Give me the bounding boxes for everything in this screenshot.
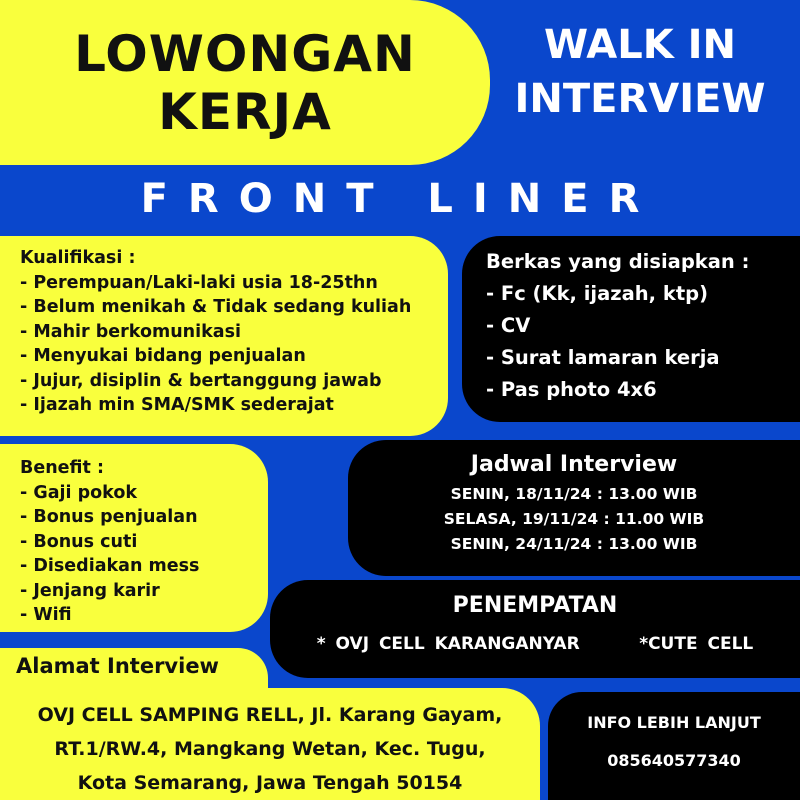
jadwal-row: SELASA, 19/11/24 : 11.00 WIB — [443, 510, 705, 528]
position-title: FRONT LINER — [140, 176, 660, 222]
benefit-item: - Disediakan mess — [20, 556, 200, 576]
benefit-item: - Bonus cuti — [20, 531, 138, 552]
berkas-item: - Surat lamaran kerja — [486, 346, 720, 369]
title-banner — [0, 0, 490, 165]
berkas-panel — [462, 236, 800, 422]
jadwal-panel — [348, 440, 800, 576]
benefit-heading: Benefit : — [20, 458, 104, 478]
berkas-item: - Fc (Kk, ijazah, ktp) — [486, 282, 709, 305]
alamat-heading: Alamat Interview — [0, 648, 268, 690]
benefit-item: - Jenjang karir — [20, 580, 160, 601]
kualifikasi-item: - Jujur, disiplin & bertanggung jawab — [20, 370, 382, 391]
kualifikasi-heading: Kualifikasi : — [20, 248, 136, 268]
penempatan-heading: PENEMPATAN — [452, 593, 618, 618]
kualifikasi-item: - Menyukai bidang penjualan — [20, 346, 306, 366]
info-panel — [548, 692, 800, 800]
jadwal-row: SENIN, 18/11/24 : 13.00 WIB — [450, 485, 698, 503]
walkin-line-1: WALK IN — [543, 22, 737, 68]
kualifikasi-item: - Mahir berkomunikasi — [20, 321, 241, 342]
benefit-item: - Bonus penjualan — [20, 507, 198, 527]
benefit-panel — [0, 444, 268, 632]
jadwal-heading: Jadwal Interview — [470, 452, 678, 477]
kualifikasi-item: - Perempuan/Laki-laki usia 18-25thn — [20, 272, 378, 293]
walk-in-interview-label — [490, 18, 790, 126]
title-line-1: LOWONGAN — [74, 24, 416, 83]
kualifikasi-panel — [0, 236, 448, 436]
penempatan-locations: * OVJ CELL KARANGANYAR *CUTE CELL — [316, 634, 754, 654]
phone-number: 085640577340 — [607, 751, 741, 770]
alamat-panel — [0, 688, 540, 800]
benefit-item: - Wifi — [20, 605, 72, 625]
berkas-item: - CV — [486, 314, 531, 337]
alamat-line: Kota Semarang, Jawa Tengah 50154 — [77, 772, 463, 794]
berkas-heading: Berkas yang disiapkan : — [486, 250, 750, 273]
kualifikasi-item: - Ijazah min SMA/SMK sederajat — [20, 395, 334, 415]
walkin-line-2: INTERVIEW — [514, 76, 766, 122]
alamat-line: RT.1/RW.4, Mangkang Wetan, Kec. Tugu, — [54, 738, 486, 760]
info-label: INFO LEBIH LANJUT — [587, 713, 761, 732]
alamat-line: OVJ CELL SAMPING RELL, Jl. Karang Gayam, — [37, 704, 503, 726]
berkas-item: - Pas photo 4x6 — [486, 378, 657, 401]
jadwal-row: SENIN, 24/11/24 : 13.00 WIB — [450, 535, 698, 553]
kualifikasi-item: - Belum menikah & Tidak sedang kuliah — [20, 297, 412, 317]
penempatan-panel — [270, 580, 800, 678]
title-line-2: KERJA — [158, 82, 332, 141]
benefit-item: - Gaji pokok — [20, 482, 137, 503]
